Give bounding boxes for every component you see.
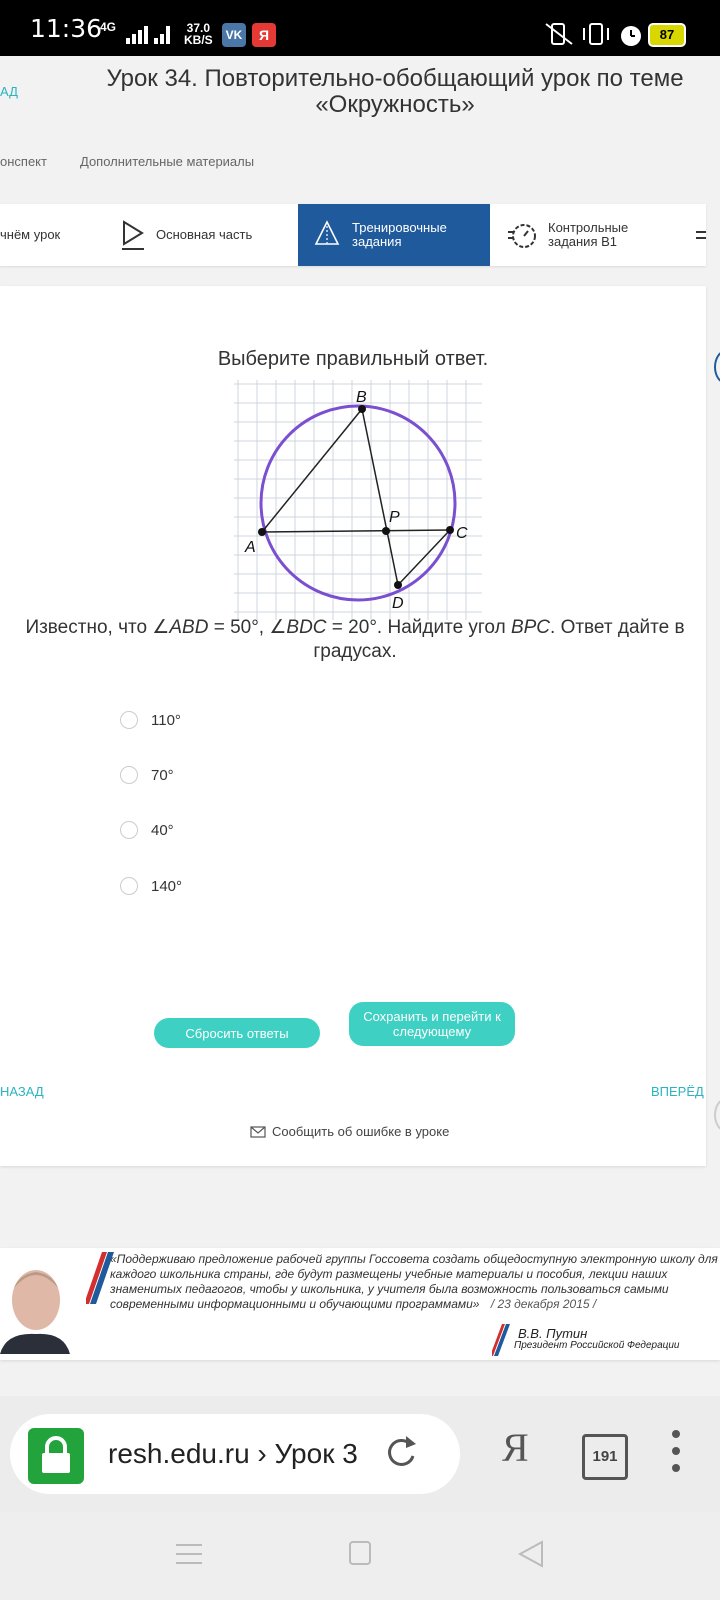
label-p: P xyxy=(389,509,400,526)
speed-unit: KB/S xyxy=(184,33,213,47)
side-help-button[interactable] xyxy=(714,350,720,384)
step-label: Основная часть xyxy=(156,227,253,242)
answer-option[interactable] xyxy=(120,814,174,846)
portrait xyxy=(0,1254,70,1354)
browser-toolbar xyxy=(0,1396,720,1512)
lesson-title: Урок 34. Повторительно-обобщающий урок по теме «Окружность» xyxy=(106,65,684,118)
flag-stripes-small-icon xyxy=(492,1324,512,1356)
answer-option[interactable] xyxy=(120,704,181,736)
step-more-icon[interactable] xyxy=(694,218,708,252)
task-instruction: Выберите правильный ответ. xyxy=(217,348,489,370)
label-d: D xyxy=(392,595,404,612)
pyramid-icon xyxy=(312,218,340,252)
url-text[interactable]: resh.edu.ru › Урок 3 xyxy=(108,1438,358,1469)
back-link[interactable]: НАЗАД xyxy=(0,1084,44,1099)
problem-text: Известно, что ∠ABD = 50°, ∠BDC = 20°. Найдите угол BPC. Ответ дайте в градусах. xyxy=(25,617,685,662)
step-label: Контрольные задания В1 xyxy=(548,220,629,249)
step-main-part[interactable] xyxy=(118,204,293,266)
option-label: 140° xyxy=(151,877,183,895)
geometry-figure xyxy=(234,380,482,620)
save-next-button[interactable]: Сохранить и перейти к следующему xyxy=(349,1002,515,1046)
play-icon xyxy=(118,218,148,252)
reload-icon[interactable] xyxy=(384,1434,418,1470)
tab-additional-materials[interactable]: Дополнительные материалы xyxy=(80,154,255,169)
answer-option[interactable] xyxy=(120,759,174,791)
yandex-notif-icon: Я xyxy=(252,23,276,47)
quote-date: / 23 декабря 2015 / xyxy=(490,1297,597,1311)
step-control-tasks[interactable] xyxy=(506,204,676,266)
side-forward-button[interactable] xyxy=(714,1098,720,1132)
report-error-label: Сообщить об ошибке в уроке xyxy=(272,1124,450,1139)
report-error-link[interactable] xyxy=(250,1124,449,1139)
browser-menu-icon[interactable] xyxy=(670,1426,682,1476)
tabs-counter-button[interactable]: 191 xyxy=(582,1434,628,1480)
vibrate-icon xyxy=(544,22,574,46)
option-label: 70° xyxy=(151,766,174,784)
stopwatch-icon xyxy=(506,218,538,252)
quote-position: Президент Российской Федерации xyxy=(514,1340,680,1351)
lesson-steps-nav xyxy=(0,204,706,266)
menu-icon[interactable] xyxy=(176,1542,202,1566)
vk-icon: VK xyxy=(222,23,246,47)
quote-body: «Поддерживаю предложение рабочей группы Госсовета создать общедоступную электронную школу для каждого школьника страны, где будут размещены учебные материалы и пособия, лекции наших знаменитых педагогов, чтобы у школьника, у учителя была возможность пользоваться самыми современными информационными и обучающими программами» xyxy=(110,1252,718,1311)
answer-option[interactable] xyxy=(120,870,182,902)
status-bar xyxy=(0,0,720,56)
yandex-button[interactable]: Я xyxy=(502,1425,529,1470)
back-link-top[interactable]: АД xyxy=(0,84,18,99)
label-c: C xyxy=(456,525,468,542)
circle xyxy=(261,406,455,600)
radio-button[interactable] xyxy=(120,711,138,729)
step-label: Тренировочные задания xyxy=(352,220,447,249)
system-nav-bar xyxy=(0,1512,720,1600)
home-icon[interactable] xyxy=(348,1540,372,1566)
step-training-tasks[interactable] xyxy=(298,204,490,266)
radio-button[interactable] xyxy=(120,766,138,784)
speed-value: 37.0 xyxy=(186,21,211,35)
quote-author: В.В. Путин xyxy=(518,1326,588,1341)
tab-konspekt[interactable]: онспект xyxy=(0,154,47,169)
network-type: 4G xyxy=(100,20,117,34)
back-icon[interactable] xyxy=(518,1540,544,1568)
step-label: чнём урок xyxy=(0,227,61,242)
vibration-mode-icon xyxy=(580,22,612,46)
quote-text xyxy=(110,1252,720,1312)
reset-answers-button[interactable]: Сбросить ответы xyxy=(154,1018,320,1048)
envelope-icon xyxy=(250,1126,266,1138)
radio-button[interactable] xyxy=(120,877,138,895)
battery-indicator: 87 xyxy=(648,23,686,47)
president-quote-banner xyxy=(0,1248,720,1360)
forward-link[interactable]: ВПЕРЁД xyxy=(651,1084,704,1099)
label-b: B xyxy=(356,389,367,406)
task-card xyxy=(0,286,706,1166)
option-label: 110° xyxy=(151,711,181,729)
lock-icon[interactable] xyxy=(28,1428,84,1484)
alarm-icon xyxy=(618,22,644,48)
signal-icon xyxy=(126,24,176,46)
option-label: 40° xyxy=(151,821,174,839)
radio-button[interactable] xyxy=(120,821,138,839)
status-time: 11:36 xyxy=(30,14,103,43)
net-speed xyxy=(184,22,213,46)
label-a: A xyxy=(245,539,256,556)
step-start-lesson[interactable] xyxy=(0,204,110,266)
